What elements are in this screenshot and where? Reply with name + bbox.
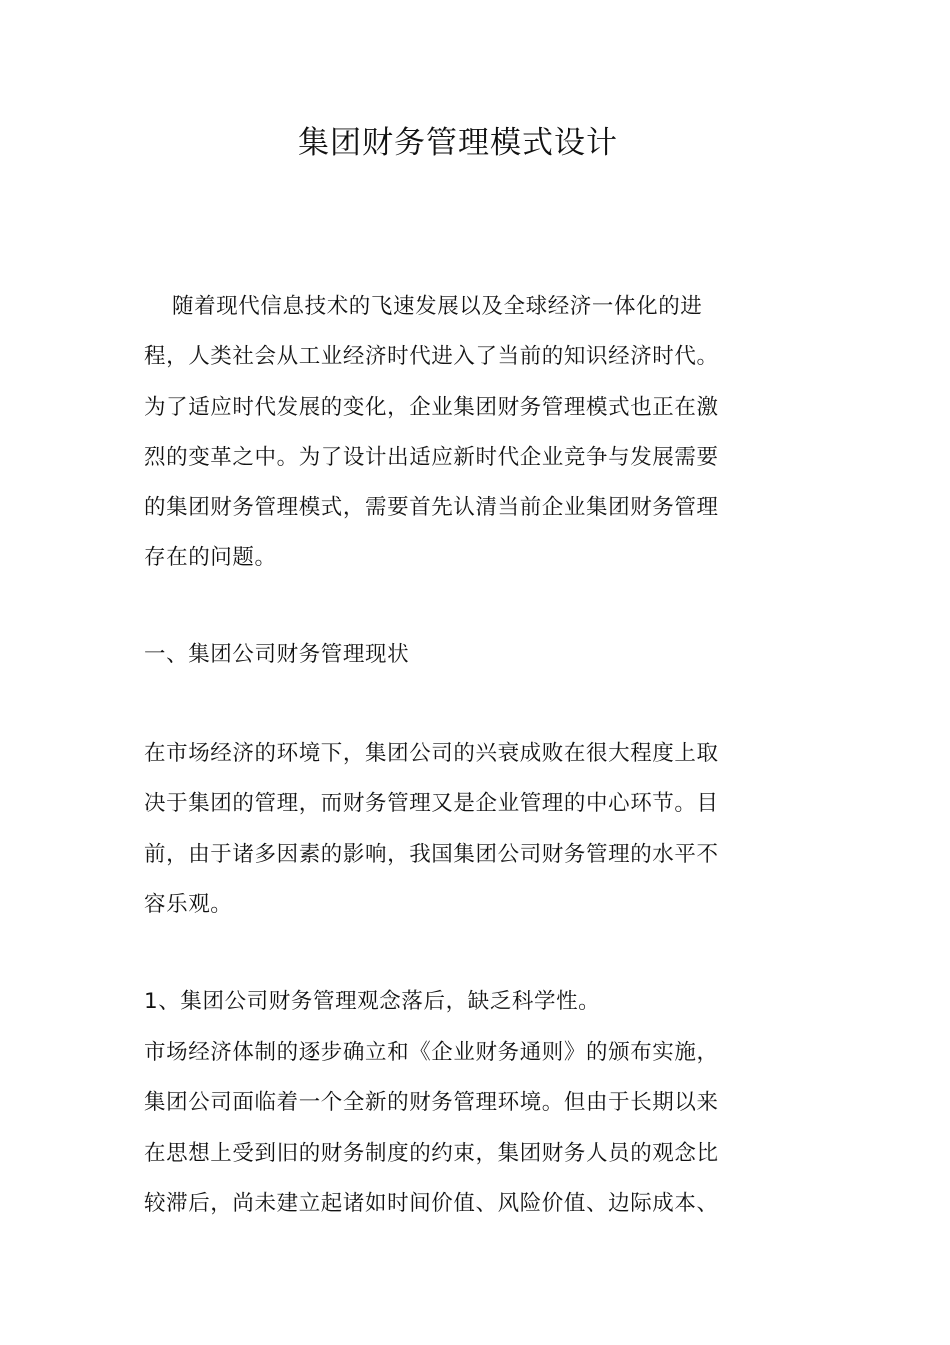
- paragraph-line: 的集团财务管理模式，需要首先认清当前企业集团财务管理: [144, 495, 719, 521]
- paragraph-line: 较滞后，尚未建立起诸如时间价值、风险价值、边际成本、: [144, 1190, 719, 1216]
- paragraph-line: 随着现代信息技术的飞速发展以及全球经济一体化的进: [172, 294, 703, 319]
- paragraph-line: 容乐观。: [144, 891, 233, 917]
- section-heading-text: 一、集团公司财务管理现状: [144, 642, 410, 667]
- paragraph-line: 在市场经济的环境下，集团公司的兴衰成败在很大程度上取: [144, 741, 719, 766]
- section-paragraph: [144, 729, 744, 930]
- subsection-paragraph: [144, 1028, 744, 1229]
- paragraph-line: 决于集团的管理，而财务管理又是企业管理的中心环节。目: [144, 791, 719, 817]
- document-title: 集团财务管理模式设计: [298, 125, 618, 161]
- paragraph-line: 程，人类社会从工业经济时代进入了当前的知识经济时代。: [144, 344, 719, 370]
- paragraph-line: 存在的问题。: [144, 545, 277, 571]
- paragraph-line: 在思想上受到旧的财务制度的约束，集团财务人员的观念比: [144, 1140, 719, 1166]
- subsection-heading: [144, 977, 744, 1027]
- paragraph-line: 前，由于诸多因素的影响，我国集团公司财务管理的水平不: [144, 841, 719, 867]
- paragraph-line: 集团公司面临着一个全新的财务管理环境。但由于长期以来: [144, 1090, 719, 1116]
- paragraph-line: 市场经济体制的逐步确立和《企业财务通则》的颁布实施，: [144, 1040, 719, 1065]
- section-heading: [144, 630, 744, 680]
- paragraph-line: 烈的变革之中。为了设计出适应新时代企业竞争与发展需要: [144, 444, 719, 470]
- intro-paragraph: [144, 282, 744, 584]
- subsection-heading-text: 1、集团公司财务管理观念落后，缺乏科学性。: [144, 989, 601, 1014]
- paragraph-line: 为了适应时代发展的变化，企业集团财务管理模式也正在激: [144, 394, 719, 420]
